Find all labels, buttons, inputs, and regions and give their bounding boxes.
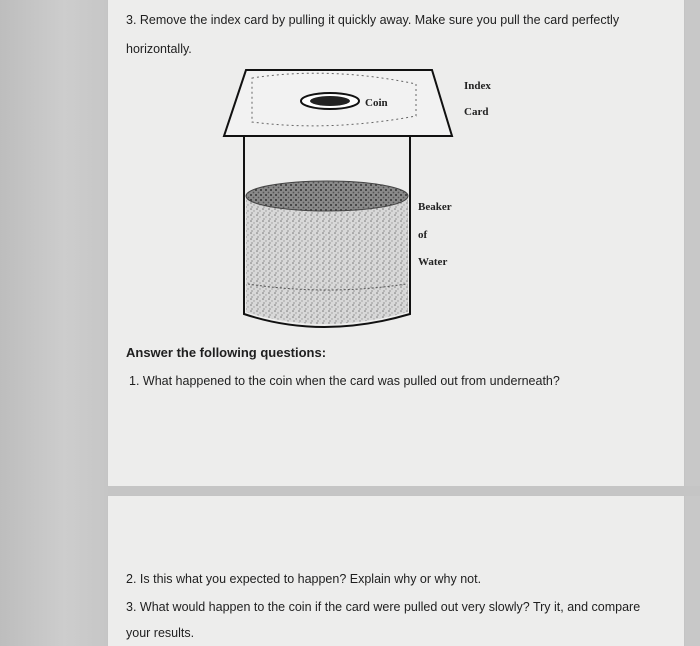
question-3-line1: 3. What would happen to the coin if the card were pulled out very slowly? Try it, and compare bbox=[126, 600, 641, 614]
coin-label: Coin bbox=[365, 97, 388, 109]
questions-heading: Answer the following questions: bbox=[126, 345, 327, 360]
question-1: 1. What happened to the coin when the card was pulled out from underneath? bbox=[129, 374, 560, 388]
worksheet-page-bottom bbox=[108, 496, 684, 646]
background-left-margin bbox=[0, 0, 108, 646]
page-separator bbox=[108, 486, 700, 496]
index-label: Index bbox=[464, 80, 491, 92]
water-label: Water bbox=[418, 256, 448, 268]
step3-instruction-line1: 3. Remove the index card by pulling it quickly away. Make sure you pull the card perfectly bbox=[126, 13, 620, 27]
of-label: of bbox=[418, 229, 428, 241]
question-2: 2. Is this what you expected to happen? Explain why or why not. bbox=[126, 572, 482, 586]
card-label: Card bbox=[464, 106, 489, 118]
background-right-margin bbox=[684, 0, 700, 646]
question-3-line2: your results. bbox=[126, 626, 195, 640]
coin-shape bbox=[301, 93, 359, 109]
beaker-shape bbox=[244, 136, 410, 327]
step3-instruction-line2: horizontally. bbox=[126, 42, 192, 56]
beaker-label: Beaker bbox=[418, 201, 452, 213]
